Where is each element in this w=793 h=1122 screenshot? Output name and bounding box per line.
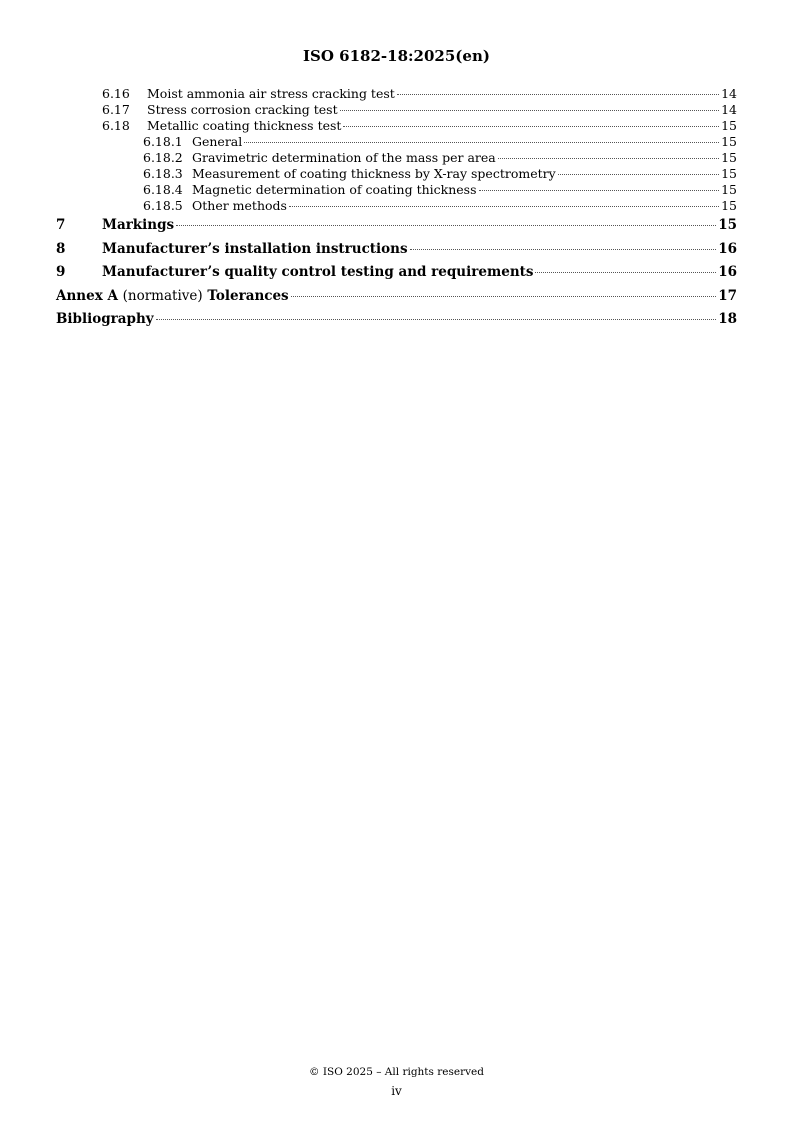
dot-leader <box>156 319 717 320</box>
toc-number: 9 <box>56 264 66 280</box>
toc-page: 18 <box>718 311 737 327</box>
toc-page: 15 <box>721 118 737 133</box>
dot-leader <box>558 174 719 175</box>
toc-number: 6.18.2 <box>143 150 183 165</box>
dot-leader <box>343 126 719 127</box>
toc-page: 15 <box>718 217 737 233</box>
annex-title: Tolerances <box>207 287 289 304</box>
toc-title: Measurement of coating thickness by X-ray spectrometry <box>192 166 556 181</box>
toc-title: Markings <box>102 217 175 233</box>
toc-number: 6.18.4 <box>143 182 183 197</box>
annex-prefix: Annex A <box>56 287 118 304</box>
toc-number: 6.18.3 <box>143 166 183 181</box>
toc-number: 6.17 <box>102 102 130 117</box>
toc-page: 16 <box>718 264 737 280</box>
dot-leader <box>535 272 716 273</box>
toc-number: 6.18.1 <box>143 134 183 149</box>
toc-number: 6.16 <box>102 86 130 101</box>
toc-page: 14 <box>721 86 737 101</box>
toc-number: 6.18 <box>102 118 130 133</box>
toc-entry-6-17[interactable] <box>56 102 737 118</box>
toc-title <box>56 285 289 309</box>
toc-entry-9[interactable] <box>56 261 737 285</box>
dot-leader <box>244 142 719 143</box>
toc-title: Bibliography <box>56 311 154 327</box>
toc-page: 14 <box>721 102 737 117</box>
dot-leader <box>410 249 717 250</box>
footer-copyright: © ISO 2025 – All rights reserved <box>309 1066 484 1078</box>
toc-page: 15 <box>721 198 737 213</box>
dot-leader <box>340 110 719 111</box>
dot-leader <box>479 190 720 191</box>
toc-title: Manufacturer’s quality control testing and requirements <box>102 264 534 280</box>
dot-leader <box>291 296 717 297</box>
toc-title: Stress corrosion cracking test <box>147 102 338 117</box>
toc-title: Magnetic determination of coating thickness <box>192 182 477 197</box>
dot-leader <box>498 158 719 159</box>
toc-entry-6-18-3[interactable] <box>56 166 737 182</box>
toc-entry-7[interactable] <box>56 214 737 238</box>
page-header-title: ISO 6182-18:2025(en) <box>303 47 490 65</box>
dot-leader <box>289 206 719 207</box>
dot-leader <box>176 225 716 226</box>
toc-entry-6-18-1[interactable] <box>56 134 737 150</box>
toc-title: General <box>192 134 243 149</box>
toc-title: Manufacturer’s installation instructions <box>102 240 408 257</box>
table-of-contents <box>56 86 737 332</box>
toc-entry-6-18-5[interactable] <box>56 198 737 214</box>
toc-number: 7 <box>56 217 66 233</box>
toc-page: 15 <box>721 182 737 197</box>
toc-title: Gravimetric determination of the mass per area <box>192 150 496 165</box>
footer-page-number: iv <box>391 1084 402 1098</box>
toc-page: 15 <box>721 166 737 181</box>
toc-title: Other methods <box>192 198 287 213</box>
toc-entry-6-18-4[interactable] <box>56 182 737 198</box>
toc-entry-8[interactable] <box>56 238 737 262</box>
toc-page: 15 <box>721 150 737 165</box>
toc-entry-6-18[interactable] <box>56 118 737 134</box>
toc-title: Moist ammonia air stress cracking test <box>147 86 395 101</box>
annex-qualifier: (normative) <box>122 287 203 304</box>
toc-number: 8 <box>56 240 66 257</box>
toc-page: 17 <box>718 287 737 304</box>
toc-number: 6.18.5 <box>143 198 183 213</box>
toc-page: 15 <box>721 134 737 149</box>
dot-leader <box>397 94 719 95</box>
toc-page: 16 <box>718 240 737 257</box>
toc-entry-6-16[interactable] <box>56 86 737 102</box>
toc-entry-annex-a[interactable] <box>56 285 737 309</box>
toc-title: Metallic coating thickness test <box>147 118 342 133</box>
toc-entry-bibliography[interactable] <box>56 308 737 332</box>
toc-entry-6-18-2[interactable] <box>56 150 737 166</box>
